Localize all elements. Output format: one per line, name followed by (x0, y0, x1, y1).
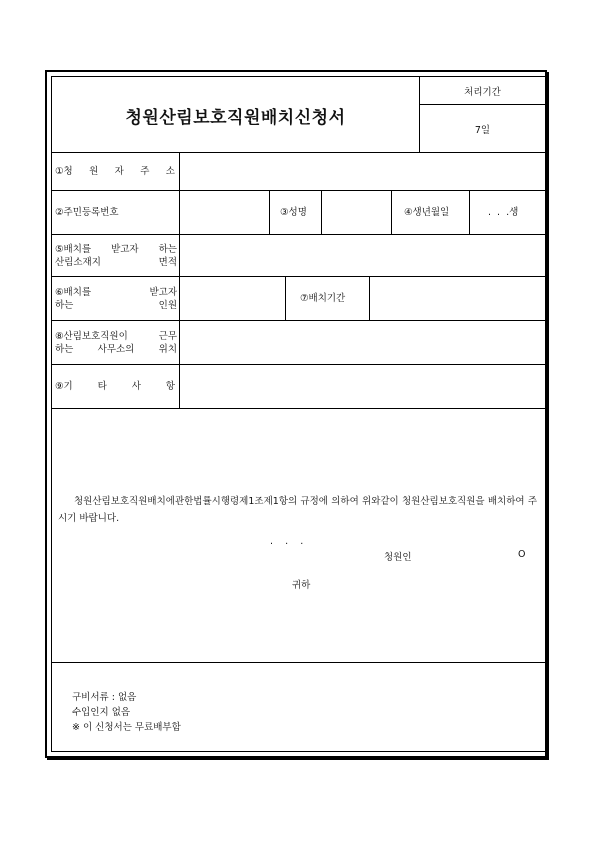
office-label-part: 하는 (55, 344, 74, 355)
office-label-part: 위치 (158, 344, 177, 355)
other-label-cell (52, 365, 180, 408)
address-label-part: 원 (89, 166, 99, 177)
period-label-cell (286, 277, 370, 320)
forest-label-part: 받고자 (111, 244, 139, 255)
address-label-part: 주 (140, 166, 150, 177)
recipient-label: 귀하 (292, 580, 311, 591)
forest-label-part: 하는 (158, 244, 177, 255)
revenue-stamp-note: 수입인지 없음 (72, 707, 131, 718)
statement-text: 청원산림보호직원배치에관한법률시행령제1조제1항의 규정에 의하여 위와같이 청원산림보호직원을 배치하여 주시기 바랍니다. (58, 496, 537, 524)
birth-date-field[interactable] (470, 191, 545, 234)
forest-label-part: 면적 (158, 257, 177, 268)
resident-number-label: ②주민등록번호 (55, 207, 119, 218)
other-label-part: 타 (97, 381, 107, 392)
other-label-part: 사 (131, 381, 141, 392)
other-label-part: ⑨기 (55, 381, 73, 392)
staff-row (52, 277, 545, 321)
processing-period-label: 처리기간 (420, 77, 545, 105)
form-title: 청원산림보호직원배치신청서 (52, 77, 420, 153)
processing-period-value: 7일 (474, 125, 491, 136)
other-row (52, 365, 545, 409)
other-label-part: 항 (165, 381, 175, 392)
address-row (52, 153, 545, 191)
address-field[interactable] (180, 153, 545, 190)
forest-label-part: ⑤배치를 (55, 244, 92, 255)
seal-mark: O (518, 549, 526, 560)
address-label-part: 자 (114, 166, 124, 177)
free-distribution-note: ※ 이 신청서는 무료배부함 (72, 722, 181, 733)
address-label (55, 167, 175, 177)
other-field[interactable] (180, 365, 545, 408)
office-label-cell (52, 321, 180, 364)
name-label-cell (270, 191, 322, 234)
office-location-label (55, 330, 177, 356)
name-label: ③성명 (280, 207, 307, 218)
deployment-period-label: ⑦배치기간 (300, 293, 346, 304)
staff-label-part: 받고자 (149, 287, 177, 298)
staff-count-label (55, 286, 177, 312)
application-date: . . . (270, 536, 304, 547)
office-label-part: 사무소의 (97, 344, 135, 355)
office-label-part: 근무 (158, 331, 177, 342)
required-docs-note: 구비서류 : 없음 (72, 692, 137, 703)
deployment-period-field[interactable] (370, 277, 545, 320)
birth-label-cell (392, 191, 470, 234)
resident-number-field[interactable] (180, 191, 270, 234)
birth-date-value: . . .생 (488, 207, 519, 218)
office-location-row (52, 321, 545, 365)
form-table (51, 76, 545, 752)
header-row (52, 77, 545, 153)
forest-location-field[interactable] (180, 235, 545, 276)
forest-label-cell (52, 235, 180, 276)
notes-section (52, 663, 545, 751)
address-label-part: 소 (165, 166, 175, 177)
address-label-part: ①청 (55, 166, 73, 177)
form-frame (45, 70, 547, 758)
staff-label-part: 하는 (55, 300, 74, 311)
address-label-cell (52, 153, 180, 190)
forest-location-row (52, 235, 545, 277)
office-label-part: ⑧산림보호직원이 (55, 331, 128, 342)
statement-section (52, 409, 545, 663)
identity-row (52, 191, 545, 235)
staff-label-part: 인원 (158, 300, 177, 311)
name-field[interactable] (322, 191, 392, 234)
other-label (55, 382, 175, 392)
applicant-label: 청원인 (384, 552, 412, 563)
staff-label-part: ⑥배치를 (55, 287, 92, 298)
resident-label-cell (52, 191, 180, 234)
staff-label-cell (52, 277, 180, 320)
office-location-field[interactable] (180, 321, 545, 364)
forest-location-label (55, 243, 177, 269)
birth-date-label: ④생년월일 (404, 207, 450, 218)
forest-label-part: 산림소재지 (55, 257, 101, 268)
staff-count-field[interactable] (180, 277, 286, 320)
